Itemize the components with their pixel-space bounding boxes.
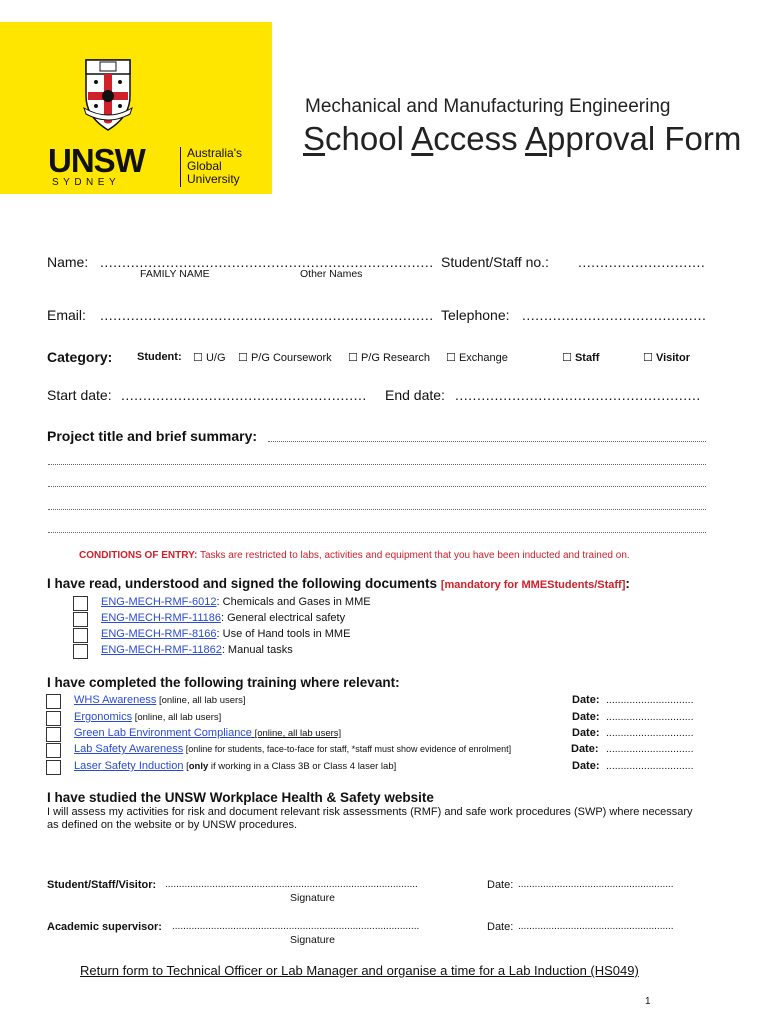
unsw-crest-icon — [82, 52, 134, 132]
training-link[interactable]: WHS Awareness — [74, 694, 157, 706]
documents-heading: I have read, understood and signed the following documents [mandatory for MMEStudents/Staff]: — [47, 576, 630, 591]
training-date-label: Date: — [572, 727, 600, 739]
telephone-label: Telephone: — [441, 307, 510, 323]
training-date-field[interactable]: .............................. — [606, 694, 694, 706]
staff-no-label: Student/Staff no.: — [441, 254, 549, 270]
training-date-field[interactable]: .............................. — [606, 743, 694, 755]
staff-no-field[interactable]: ............................. — [578, 254, 706, 270]
document-item: ENG-MECH-RMF-6012: Chemicals and Gases in MME — [101, 596, 371, 608]
training-link[interactable]: Ergonomics — [74, 711, 133, 723]
logo-tagline-1: Australia's — [187, 146, 242, 160]
supervisor-date-label: Date: — [487, 921, 514, 933]
supervisor-date-field[interactable]: ........................................................ — [518, 921, 674, 932]
project-title-label: Project title and brief summary: — [47, 428, 258, 444]
training-item: Green Lab Environment Compliance [online, all lab users] — [74, 727, 342, 739]
category-pg-research[interactable]: ☐ P/G Research — [348, 352, 431, 364]
training-checkbox[interactable] — [46, 711, 61, 726]
training-date-field[interactable]: .............................. — [606, 760, 694, 772]
training-date-field[interactable]: .............................. — [606, 711, 694, 723]
category-ug[interactable]: ☐ U/G — [193, 352, 226, 364]
page-number: 1 — [645, 996, 651, 1007]
category-staff[interactable]: ☐ Staff — [562, 352, 600, 364]
category-exchange[interactable]: ☐ Exchange — [446, 352, 508, 364]
category-label: Category: — [47, 349, 113, 365]
project-line-2[interactable] — [48, 464, 706, 465]
logo-tagline-3: University — [187, 172, 240, 186]
telephone-field[interactable]: .......................................... — [522, 307, 707, 323]
document-checkbox[interactable] — [73, 644, 88, 659]
project-line-3[interactable] — [48, 486, 706, 487]
student-date-field[interactable]: ........................................................ — [518, 879, 674, 890]
family-name-hint: FAMILY NAME — [140, 268, 210, 280]
document-link[interactable]: ENG-MECH-RMF-11186 — [101, 612, 221, 624]
sydney-wordmark: SYDNEY — [52, 177, 121, 188]
training-date-label: Date: — [572, 694, 600, 706]
training-item: Lab Safety Awareness [online for students, face-to-face for staff, *staff must show evidence of enrolment] — [74, 743, 512, 755]
supervisor-signature-field[interactable]: ......................................................................................... — [172, 921, 420, 932]
project-line-4[interactable] — [48, 509, 706, 510]
training-date-field[interactable]: .............................. — [606, 727, 694, 739]
document-item: ENG-MECH-RMF-11862: Manual tasks — [101, 644, 293, 656]
signature-hint: Signature — [290, 892, 335, 904]
checkbox-icon[interactable]: ☐ — [193, 352, 203, 364]
form-title: School Access Approval Form — [303, 120, 742, 157]
document-checkbox[interactable] — [73, 628, 88, 643]
checkbox-icon[interactable]: ☐ — [446, 352, 456, 364]
document-item: ENG-MECH-RMF-11186: General electrical safety — [101, 612, 346, 624]
signature-hint: Signature — [290, 934, 335, 946]
training-checkbox[interactable] — [46, 694, 61, 709]
logo-tagline-2: Global — [187, 159, 222, 173]
supervisor-signature-label: Academic supervisor: — [47, 921, 162, 933]
department-name: Mechanical and Manufacturing Engineering — [305, 96, 671, 117]
start-date-label: Start date: — [47, 387, 112, 403]
whs-text-line-1: I will assess my activities for risk and document relevant risk assessments (RMF) and safe work procedures (SWP) where necessary — [47, 806, 693, 818]
document-checkbox[interactable] — [73, 596, 88, 611]
unsw-logo-block — [0, 22, 272, 194]
training-item: WHS Awareness [online, all lab users] — [74, 694, 246, 706]
unsw-wordmark: UNSW — [48, 142, 145, 179]
end-date-label: End date: — [385, 387, 445, 403]
student-signature-field[interactable]: ........................................................................................... — [165, 879, 418, 890]
training-checkbox[interactable] — [46, 743, 61, 758]
checkbox-icon[interactable]: ☐ — [562, 352, 572, 364]
student-date-label: Date: — [487, 879, 514, 891]
student-signature-label: Student/Staff/Visitor: — [47, 879, 157, 891]
category-visitor[interactable]: ☐ Visitor — [643, 352, 690, 364]
project-line-5[interactable] — [48, 532, 706, 533]
training-date-label: Date: — [572, 711, 600, 723]
end-date-field[interactable]: ........................................................ — [455, 387, 701, 403]
start-date-field[interactable]: ........................................................ — [121, 387, 367, 403]
training-link[interactable]: Green Lab Environment Compliance — [74, 727, 252, 739]
return-instructions: Return form to Technical Officer or Lab Manager and organise a time for a Lab Induction (HS049) — [80, 963, 639, 978]
logo-divider — [180, 147, 181, 187]
document-link[interactable]: ENG-MECH-RMF-8166 — [101, 628, 217, 640]
name-label: Name: — [47, 254, 89, 270]
student-label: Student: — [137, 351, 182, 363]
training-checkbox[interactable] — [46, 727, 61, 742]
conditions-of-entry: CONDITIONS OF ENTRY: Tasks are restricted to labs, activities and equipment that you have been inducted and trained on. — [79, 550, 630, 561]
other-names-hint: Other Names — [300, 268, 363, 280]
training-checkbox[interactable] — [46, 760, 61, 775]
checkbox-icon[interactable]: ☐ — [348, 352, 358, 364]
document-link[interactable]: ENG-MECH-RMF-11862 — [101, 644, 222, 656]
document-item: ENG-MECH-RMF-8166: Use of Hand tools in MME — [101, 628, 351, 640]
checkbox-icon[interactable]: ☐ — [238, 352, 248, 364]
category-pg-coursework[interactable]: ☐ P/G Coursework — [238, 352, 332, 364]
training-date-label: Date: — [571, 743, 599, 755]
document-checkbox[interactable] — [73, 612, 88, 627]
training-link[interactable]: Laser Safety Induction — [74, 760, 184, 772]
whs-text-line-2: as defined on the website or by UNSW procedures. — [47, 819, 298, 831]
training-heading: I have completed the following training where relevant: — [47, 675, 400, 690]
training-link[interactable]: Lab Safety Awareness — [74, 743, 184, 755]
email-label: Email: — [47, 307, 86, 323]
document-link[interactable]: ENG-MECH-RMF-6012 — [101, 596, 217, 608]
checkbox-icon[interactable]: ☐ — [643, 352, 653, 364]
training-date-label: Date: — [572, 760, 600, 772]
name-field[interactable]: ............................................................................ — [100, 254, 434, 270]
training-item: Laser Safety Induction [only if working in a Class 3B or Class 4 laser lab] — [74, 760, 397, 772]
training-item: Ergonomics [online, all lab users] — [74, 711, 222, 723]
email-field[interactable]: ............................................................................ — [100, 307, 434, 323]
project-line-1[interactable] — [268, 441, 706, 442]
whs-heading: I have studied the UNSW Workplace Health & Safety website — [47, 790, 434, 805]
